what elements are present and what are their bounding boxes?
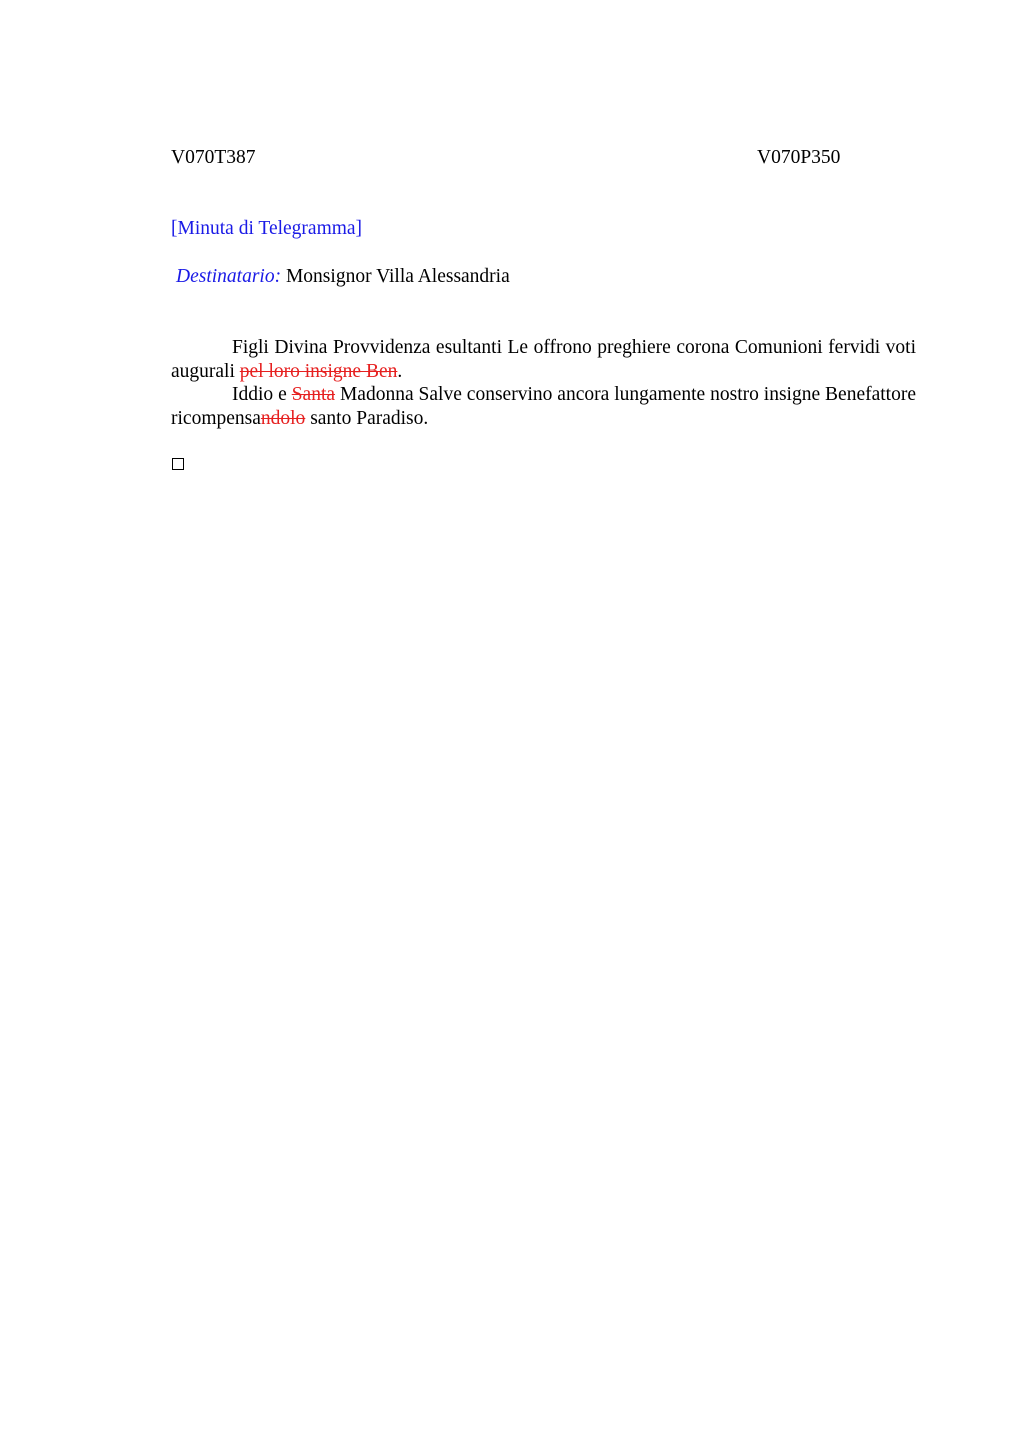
- deleted-text: Santa: [291, 384, 336, 405]
- document-code-left: V070T387: [171, 147, 256, 168]
- body-paragraph-2: [171, 383, 916, 430]
- body-paragraph-1: [171, 336, 916, 383]
- recipient-value: Monsignor Villa Alessandria: [285, 266, 510, 287]
- deleted-text: ndolo: [260, 407, 306, 429]
- deleted-text: pel loro insigne Ben: [239, 360, 398, 382]
- paragraph-1-text: Figli Divina Provvidenza esultanti Le offrono preghiere corona Comunioni fervidi voti augurali: [171, 337, 916, 382]
- document-title: [Minuta di Telegramma]: [171, 218, 363, 239]
- recipient-line: [176, 265, 510, 289]
- paragraph-1-end: .: [397, 360, 403, 382]
- paragraph-2-text-b: Madonna Salve conservino ancora lungamente nostro insigne Benefattore ricompensa: [171, 384, 916, 429]
- telegram-body: [171, 336, 916, 430]
- paragraph-2-text-a: Iddio e: [232, 384, 287, 405]
- recipient-label: Destinatario:: [176, 266, 282, 287]
- paragraph-2-text-c: santo Paradiso.: [310, 407, 429, 429]
- empty-square-icon: [172, 458, 184, 470]
- document-code-right: V070P350: [757, 147, 841, 168]
